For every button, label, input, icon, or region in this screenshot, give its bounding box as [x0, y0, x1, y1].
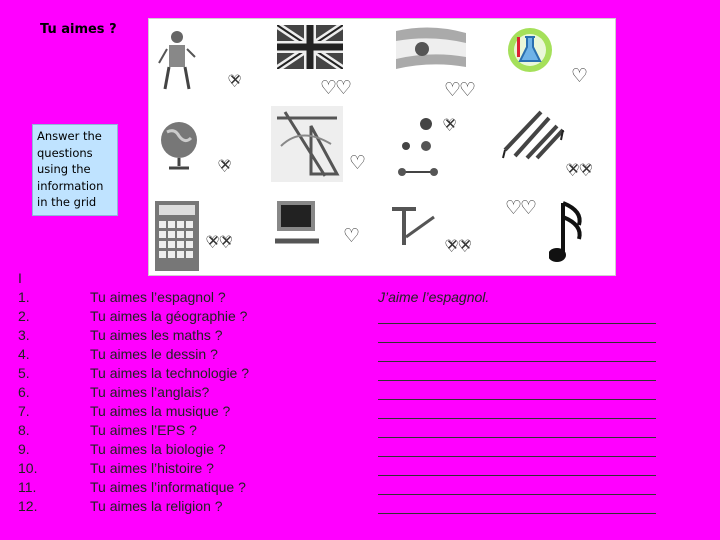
subject-grid [148, 18, 616, 276]
list-item [18, 422, 698, 441]
love-icon: ♡♡ [444, 79, 475, 101]
list-item [18, 327, 698, 346]
spanish-figure-icon [157, 27, 197, 97]
grid-cell-geographie [149, 104, 265, 189]
question-number: 12. [18, 498, 38, 514]
grid-cell-anglais [265, 19, 382, 104]
question-number: 7. [18, 403, 30, 419]
answer-field[interactable] [378, 308, 656, 324]
worksheet-title: Tu aimes ? [40, 22, 117, 37]
question-text: Tu aimes la géographie ? [90, 308, 248, 324]
answer-field[interactable] [378, 441, 656, 457]
list-item [18, 403, 698, 422]
list-item [18, 308, 698, 327]
love-icon: ♡♡ [320, 77, 351, 99]
calculator-icon [155, 201, 199, 271]
grid-cell-informatique [265, 189, 382, 275]
hate-icon: ♡ ✕♡ ✕ [205, 235, 232, 252]
answer-field[interactable] [378, 384, 656, 400]
music-instruments-icon [396, 114, 440, 184]
answer-field[interactable] [378, 403, 656, 419]
list-item [18, 498, 698, 517]
love-icon: ♡♡ [505, 197, 536, 219]
answer-field[interactable] [378, 479, 656, 495]
question-text: Tu aimes la musique ? [90, 403, 231, 419]
spanish-flag-icon [396, 27, 466, 71]
dislike-icon: ♡ ✕ [227, 74, 240, 91]
art-pencils-icon [501, 106, 565, 160]
grid-cell-espagnol-flag [382, 19, 499, 104]
question-number: 9. [18, 441, 30, 457]
list-item [18, 479, 698, 498]
answer-field[interactable] [378, 460, 656, 476]
question-number: 6. [18, 384, 30, 400]
grid-cell-maths-geometry [265, 104, 382, 189]
like-icon: ♡ [349, 152, 365, 174]
answer-field[interactable] [378, 346, 656, 362]
hate-icon: ♡ ✕♡ ✕ [565, 163, 592, 180]
like-icon: ♡ [343, 225, 359, 247]
answer-field[interactable] [378, 498, 656, 514]
question-number: I [18, 270, 22, 286]
dislike-icon: ♡ ✕ [217, 159, 230, 176]
list-item [18, 460, 698, 479]
question-text: Tu aimes l’anglais? [90, 384, 210, 400]
answer-field[interactable] [378, 365, 656, 381]
music-note-icon [549, 197, 589, 265]
grid-cell-technologie [382, 189, 499, 275]
question-number: 11. [18, 479, 37, 495]
question-text: Tu aimes l’histoire ? [90, 460, 214, 476]
globe-icon [155, 118, 203, 172]
like-icon: ♡ [571, 65, 587, 87]
computer-icon [275, 201, 319, 245]
question-text: Tu aimes la technologie ? [90, 365, 250, 381]
question-number: 8. [18, 422, 30, 438]
answer-text: J’aime l’espagnol. [378, 289, 490, 305]
question-text: Tu aimes l’espagnol ? [90, 289, 226, 305]
question-text: Tu aimes les maths ? [90, 327, 223, 343]
answer-field[interactable] [378, 327, 656, 343]
question-text: Tu aimes l’EPS ? [90, 422, 197, 438]
questions-list [18, 270, 698, 517]
list-item [18, 441, 698, 460]
question-number: 2. [18, 308, 30, 324]
answer-field[interactable] [378, 289, 656, 304]
tools-icon [392, 201, 436, 245]
uk-flag-icon [277, 25, 343, 69]
list-item [18, 365, 698, 384]
grid-cell-espagnol-figure [149, 19, 265, 104]
geometry-tools-icon [271, 106, 343, 182]
question-number: 3. [18, 327, 30, 343]
question-number: 1. [18, 289, 30, 305]
list-item [18, 346, 698, 365]
list-item [18, 289, 698, 308]
list-item [18, 270, 698, 289]
question-text: Tu aimes l’informatique ? [90, 479, 246, 495]
grid-cell-musique-instruments [382, 104, 499, 189]
question-text: Tu aimes la biologie ? [90, 441, 226, 457]
grid-cell-dessin [499, 104, 615, 189]
question-text: Tu aimes la religion ? [90, 498, 223, 514]
science-flask-icon [507, 25, 553, 75]
dislike-icon: ♡ ✕ [442, 118, 455, 135]
question-text: Tu aimes le dessin ? [90, 346, 218, 362]
question-number: 5. [18, 365, 30, 381]
grid-cell-musique-note [499, 189, 615, 275]
question-number: 10. [18, 460, 38, 476]
list-item [18, 384, 698, 403]
grid-cell-biologie [499, 19, 615, 104]
question-number: 4. [18, 346, 30, 362]
hate-icon: ♡ ✕♡ ✕ [444, 239, 471, 256]
answer-field[interactable] [378, 422, 656, 438]
instructions-box: Answer the questions using the information in the grid [32, 124, 118, 216]
grid-cell-maths-calculator [149, 189, 265, 275]
